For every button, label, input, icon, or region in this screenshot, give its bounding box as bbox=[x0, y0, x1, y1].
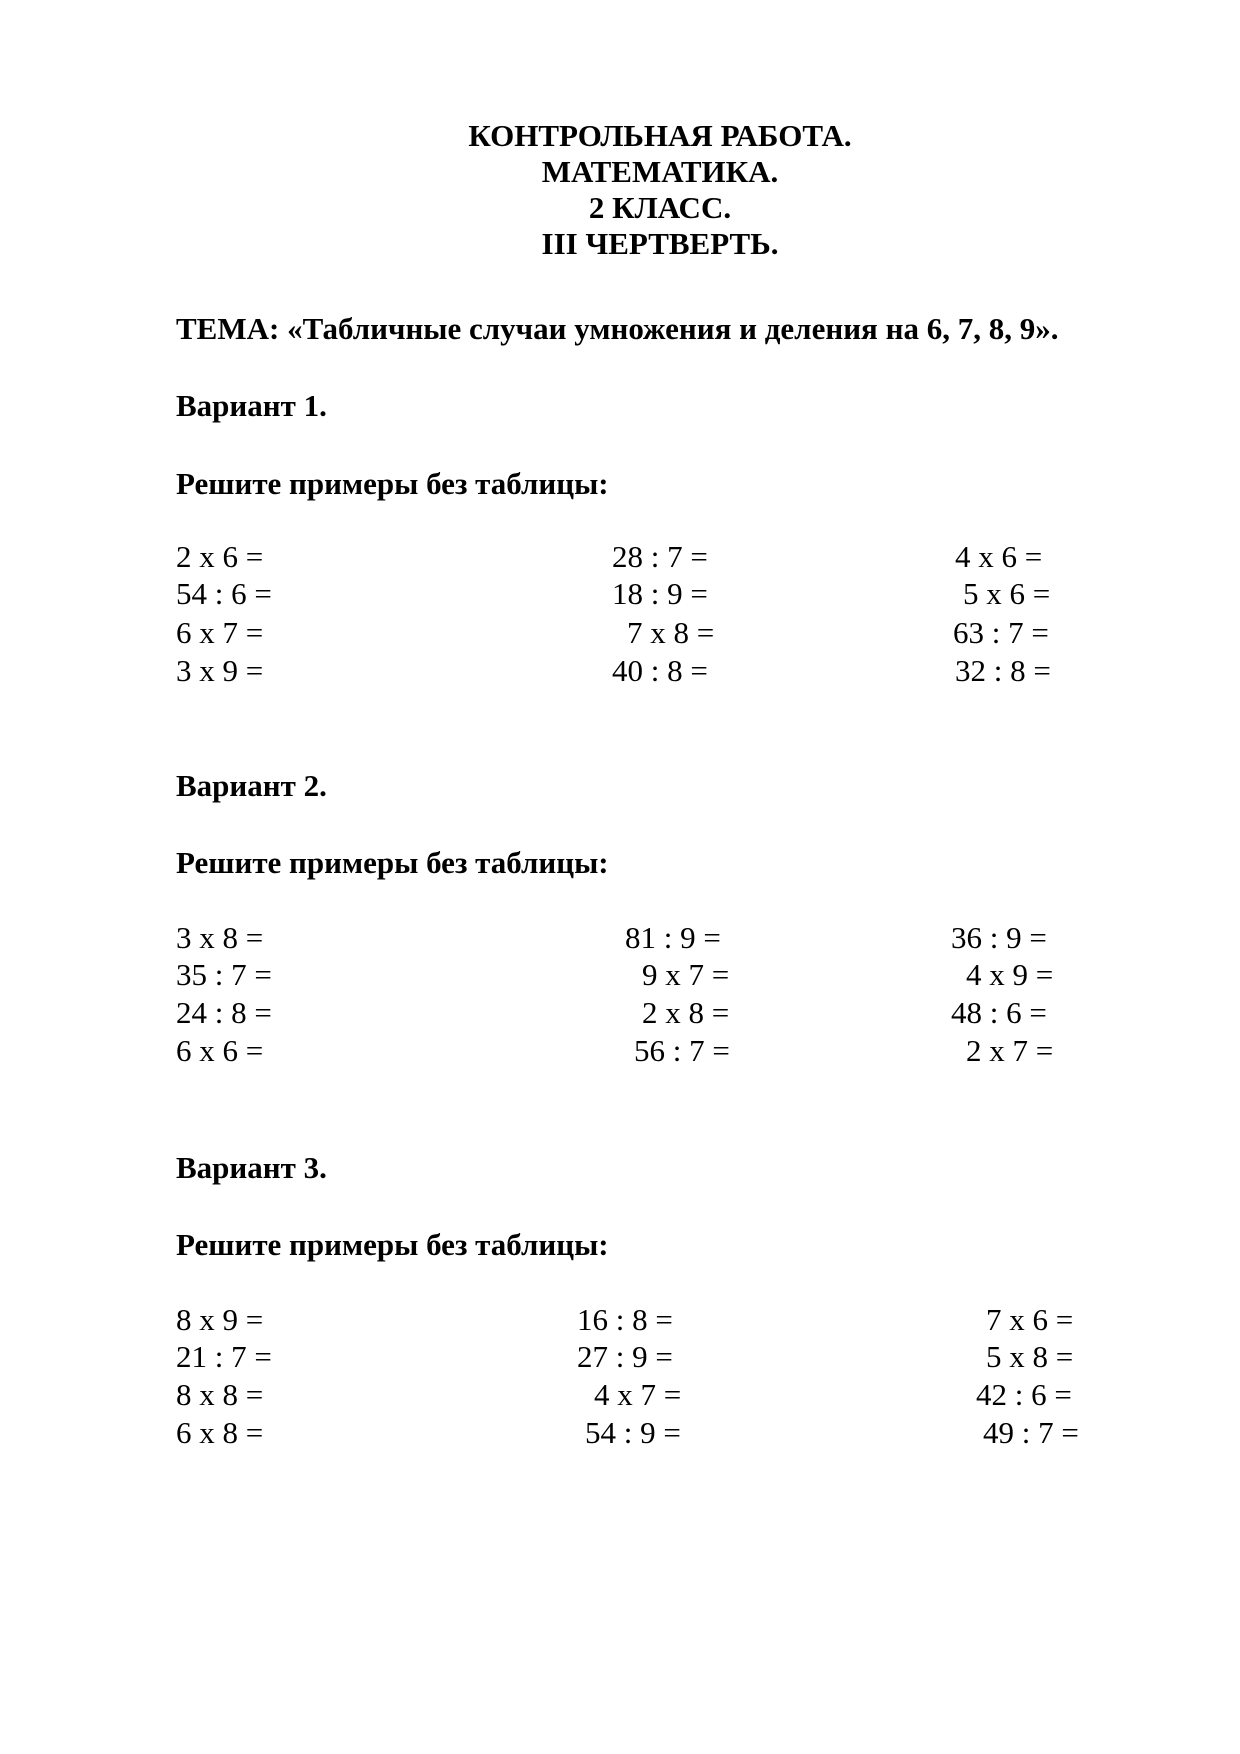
variant-3-title: Вариант 3. bbox=[176, 1150, 327, 1185]
header-subject: МАТЕМАТИКА. bbox=[541, 154, 779, 189]
variant-1-instruction: Решите примеры без таблицы: bbox=[176, 466, 609, 501]
topic-line: ТЕМА: «Табличные случаи умножения и деления на 6, 7, 8, 9». bbox=[176, 311, 1059, 346]
exercise-item: 2 х 7 = bbox=[966, 1033, 1054, 1068]
exercise-item: 4 х 6 = bbox=[955, 539, 1043, 574]
exercise-item: 49 : 7 = bbox=[983, 1415, 1079, 1450]
exercise-item: 5 х 6 = bbox=[963, 576, 1051, 611]
exercise-item: 8 х 8 = bbox=[176, 1377, 264, 1412]
variant-3-exercises bbox=[0, 1302, 1240, 1462]
exercise-item: 48 : 6 = bbox=[951, 995, 1047, 1030]
exercise-item: 2 х 8 = bbox=[642, 995, 730, 1030]
exercise-item: 7 х 8 = bbox=[627, 615, 715, 650]
header-quarter: III ЧЕРТВЕРТЬ. bbox=[541, 226, 779, 261]
exercise-item: 9 х 7 = bbox=[642, 957, 730, 992]
exercise-item: 56 : 7 = bbox=[634, 1033, 730, 1068]
exercise-item: 40 : 8 = bbox=[612, 653, 708, 688]
variant-1-title: Вариант 1. bbox=[176, 388, 327, 423]
exercise-item: 24 : 8 = bbox=[176, 995, 272, 1030]
exercise-item: 3 х 9 = bbox=[176, 653, 264, 688]
exercise-item: 5 х 8 = bbox=[986, 1339, 1074, 1374]
exercise-item: 18 : 9 = bbox=[612, 576, 708, 611]
exercise-item: 8 х 9 = bbox=[176, 1302, 264, 1337]
exercise-item: 4 х 9 = bbox=[966, 957, 1054, 992]
exercise-item: 28 : 7 = bbox=[612, 539, 708, 574]
exercise-item: 27 : 9 = bbox=[577, 1339, 673, 1374]
exercise-item: 35 : 7 = bbox=[176, 957, 272, 992]
exercise-item: 3 х 8 = bbox=[176, 920, 264, 955]
exercise-item: 42 : 6 = bbox=[976, 1377, 1072, 1412]
exercise-item: 54 : 6 = bbox=[176, 576, 272, 611]
exercise-item: 16 : 8 = bbox=[577, 1302, 673, 1337]
exercise-item: 32 : 8 = bbox=[955, 653, 1051, 688]
exercise-item: 6 х 8 = bbox=[176, 1415, 264, 1450]
exercise-item: 63 : 7 = bbox=[953, 615, 1049, 650]
exercise-item: 7 х 6 = bbox=[986, 1302, 1074, 1337]
variant-1-exercises bbox=[0, 539, 1240, 699]
header-grade: 2 КЛАСС. bbox=[588, 190, 732, 225]
document-header bbox=[0, 118, 1240, 262]
exercise-item: 54 : 9 = bbox=[585, 1415, 681, 1450]
exercise-item: 4 х 7 = bbox=[594, 1377, 682, 1412]
header-title: КОНТРОЛЬНАЯ РАБОТА. bbox=[468, 118, 852, 153]
exercise-item: 6 х 6 = bbox=[176, 1033, 264, 1068]
variant-3-instruction: Решите примеры без таблицы: bbox=[176, 1227, 609, 1262]
exercise-item: 36 : 9 = bbox=[951, 920, 1047, 955]
variant-2-instruction: Решите примеры без таблицы: bbox=[176, 845, 609, 880]
exercise-item: 21 : 7 = bbox=[176, 1339, 272, 1374]
exercise-item: 81 : 9 = bbox=[625, 920, 721, 955]
exercise-item: 2 х 6 = bbox=[176, 539, 264, 574]
variant-2-exercises bbox=[0, 920, 1240, 1080]
exercise-item: 6 х 7 = bbox=[176, 615, 264, 650]
variant-2-title: Вариант 2. bbox=[176, 768, 327, 803]
